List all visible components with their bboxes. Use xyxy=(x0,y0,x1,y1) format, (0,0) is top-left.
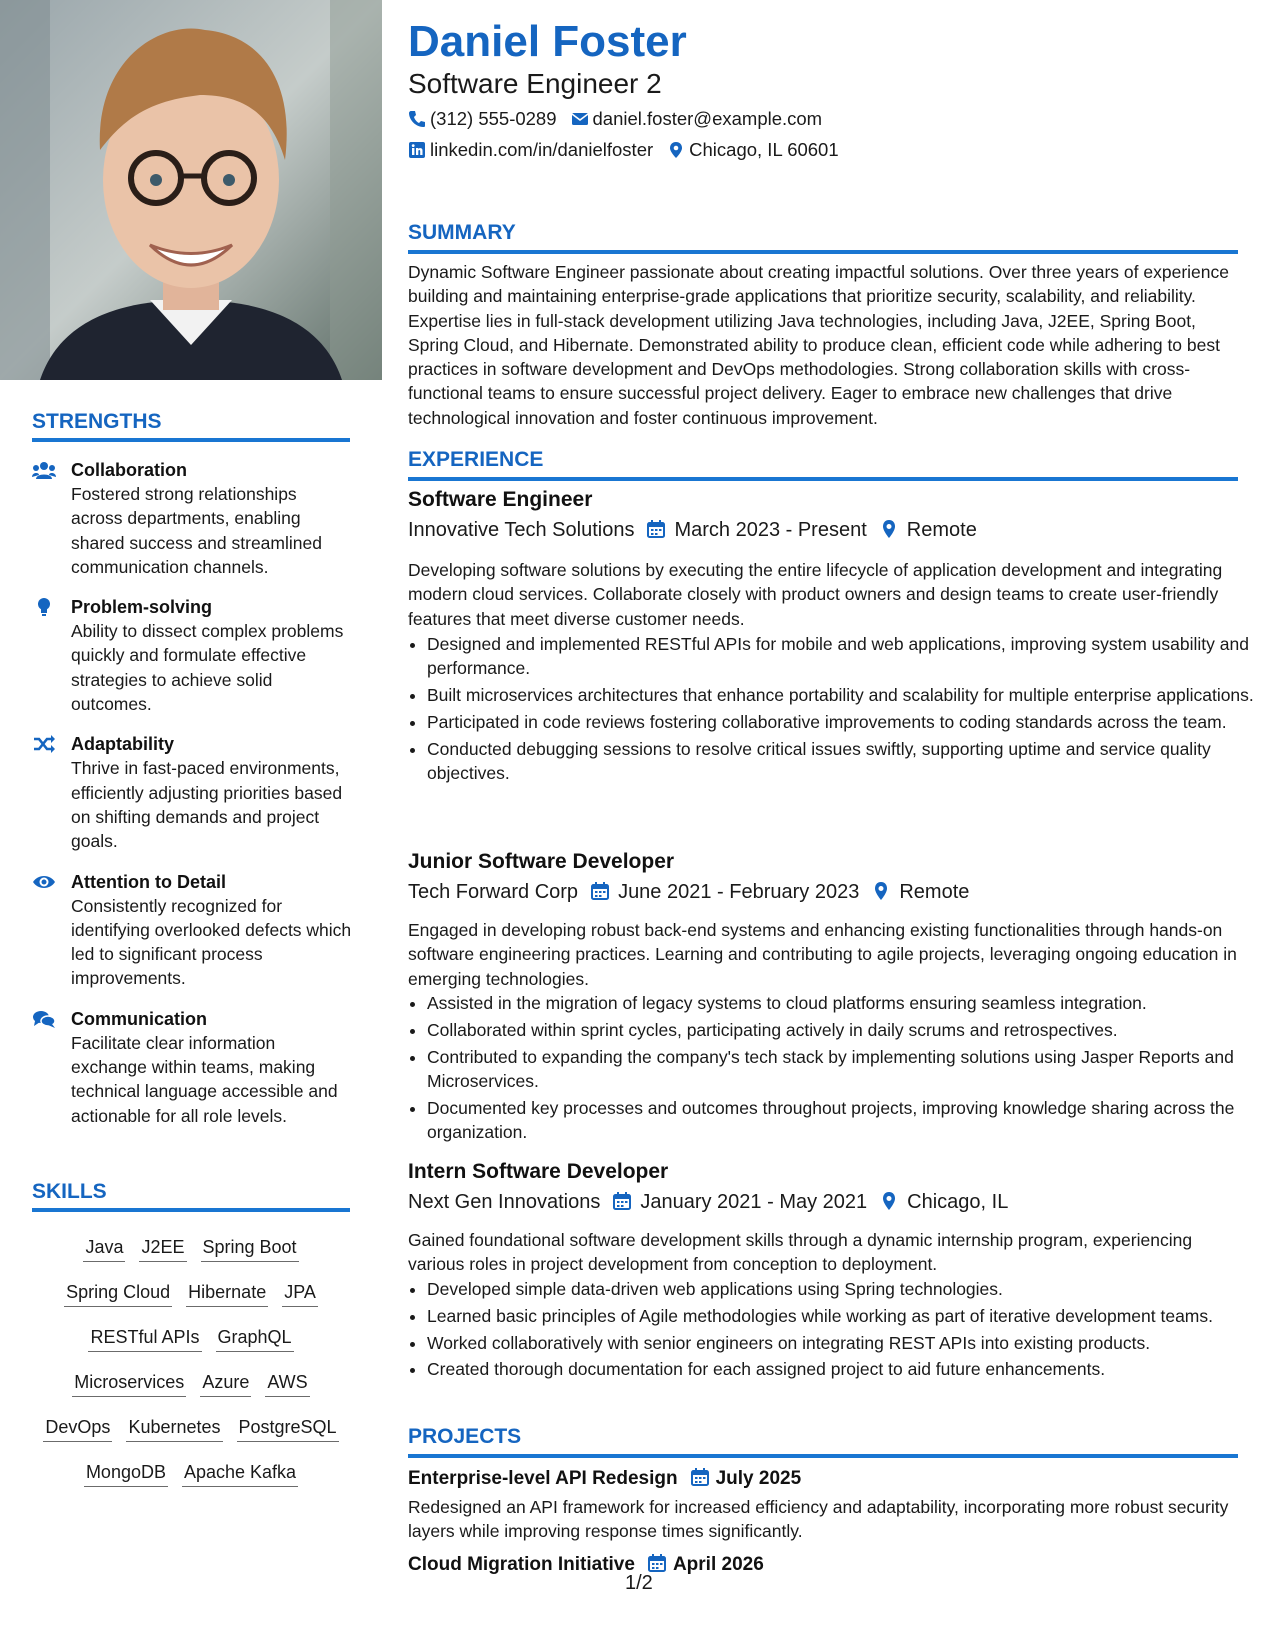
linkedin-icon xyxy=(408,141,426,159)
bullet-item: • Contributed to expanding the company's tech stack by implementing solutions using Jasper Reports and Microservices. xyxy=(427,1045,1259,1094)
sidebar xyxy=(0,0,382,1650)
skill-row xyxy=(32,1281,350,1326)
job-meta xyxy=(408,878,969,906)
job-location: Remote xyxy=(899,881,970,903)
strength-desc: Facilitate clear information exchange within teams, making technical language accessible and actionable for all role levels. xyxy=(71,1032,338,1126)
bullet-item: • Worked collaboratively with senior engineers on integrating REST APIs into existing products. xyxy=(427,1331,1259,1355)
skill-tag: PostgreSQL xyxy=(237,1416,339,1442)
skill-tag: AWS xyxy=(265,1371,309,1397)
experience-heading: EXPERIENCE xyxy=(408,447,1238,481)
skill-tag: DevOps xyxy=(43,1416,112,1442)
bullet-item: • Documented key processes and outcomes throughout projects, improving knowledge sharing across the organization. xyxy=(427,1096,1259,1145)
skill-tag: Spring Boot xyxy=(201,1236,299,1262)
phone-icon xyxy=(408,110,426,128)
profile-photo xyxy=(0,0,382,380)
bullet-item: • Participated in code reviews fostering collaborative improvements to coding standards across the team. xyxy=(427,710,1259,734)
linkedin-text: linkedin.com/in/danielfoster xyxy=(430,139,654,160)
job-description: Engaged in developing robust back-end systems and enhancing existing functionalities through hands-on software engineering practices. Learning and contributing to agile projects, leveraging ongoing education in emerging technologies. xyxy=(408,920,1237,989)
bullet-item: • Collaborated within sprint cycles, participating actively in daily scrums and retrospectives. xyxy=(427,1018,1259,1042)
strength-item xyxy=(32,458,352,579)
map-pin-icon xyxy=(871,881,891,901)
job-dates: January 2021 - May 2021 xyxy=(640,1191,868,1213)
map-pin-icon xyxy=(879,519,899,539)
skill-row xyxy=(32,1461,350,1506)
job-dates: March 2023 - Present xyxy=(674,519,867,541)
job-company: Innovative Tech Solutions xyxy=(408,519,635,541)
bullet-item: • Built microservices architectures that enhance portability and scalability for multiple enterprise applications. xyxy=(427,683,1259,707)
job-meta xyxy=(408,516,977,544)
skill-tag: Hibernate xyxy=(186,1281,268,1307)
job-description: Gained foundational software development skills through a dynamic internship program, experiencing various roles in project development from conception to deployment. xyxy=(408,1230,1193,1275)
job-title: Software Engineer xyxy=(408,488,593,511)
strength-title: Problem-solving xyxy=(71,597,213,618)
skill-tag: GraphQL xyxy=(216,1326,294,1352)
contact-row-2 xyxy=(408,138,839,162)
strength-title: Attention to Detail xyxy=(71,871,226,892)
page-number: 1/2 xyxy=(625,1572,653,1594)
users-icon xyxy=(32,460,56,480)
calendar-icon xyxy=(646,519,666,539)
job-description: Developing software solutions by executing the entire lifecycle of application development and integrating modern cloud services. Collaborate closely with product owners and design teams to create user-friendly features that meet diverse customer needs. xyxy=(408,560,1223,629)
strength-title: Communication xyxy=(71,1008,208,1029)
candidate-title: Software Engineer 2 xyxy=(408,68,662,99)
skills-heading: SKILLS xyxy=(32,1180,350,1212)
comments-icon xyxy=(32,1009,56,1029)
skill-tag: JPA xyxy=(282,1281,318,1307)
skill-row xyxy=(32,1236,350,1281)
location-text: Chicago, IL 60601 xyxy=(689,139,839,160)
skill-row xyxy=(32,1371,350,1416)
job-title: Intern Software Developer xyxy=(408,1160,669,1183)
job-company: Tech Forward Corp xyxy=(408,881,579,903)
skills-list xyxy=(32,1236,350,1506)
skill-tag: Kubernetes xyxy=(126,1416,222,1442)
strength-title: Adaptability xyxy=(71,734,175,755)
strength-item xyxy=(32,732,352,853)
projects-heading: PROJECTS xyxy=(408,1424,1238,1458)
skill-tag: Azure xyxy=(200,1371,251,1397)
strength-item xyxy=(32,870,352,991)
project-title-row xyxy=(408,1552,764,1578)
skill-tag: Java xyxy=(83,1236,125,1262)
skill-row xyxy=(32,1326,350,1371)
bullet-item: • Developed simple data-driven web applications using Spring technologies. xyxy=(427,1277,1259,1301)
bullet-item: • Assisted in the migration of legacy systems to cloud platforms ensuring seamless integration. xyxy=(427,991,1259,1015)
strengths-heading: STRENGTHS xyxy=(32,410,350,442)
job-company: Next Gen Innovations xyxy=(408,1191,601,1213)
summary-heading: SUMMARY xyxy=(408,220,1238,254)
candidate-name: Daniel Foster xyxy=(408,17,687,66)
job-location: Chicago, IL xyxy=(907,1191,1009,1213)
project-title: Cloud Migration Initiative xyxy=(408,1554,635,1575)
contact-row-1 xyxy=(408,107,822,131)
map-pin-icon xyxy=(667,141,685,159)
skill-row xyxy=(32,1416,350,1461)
skill-tag: Microservices xyxy=(72,1371,186,1397)
summary-text: Dynamic Software Engineer passionate about creating impactful solutions. Over three years of experience building and maintaining enterprise-grade applications that prioritize security, scalability, and reliability. Expertise lies in full-stack development utilizing Java technologies, including Java, J2EE, Spring Boot, Spring Cloud, and Hibernate. Demonstrated ability to produce clean, efficient code while adhering to best practices in software development and DevOps methodologies. Strong collaboration skills with cross-functional teams to ensure successful project delivery. Eager to embrace new challenges that drive technological innovation and foster continuous improvement. xyxy=(408,262,1229,428)
skill-tag: Apache Kafka xyxy=(182,1461,298,1487)
strength-item xyxy=(32,1007,352,1128)
calendar-icon xyxy=(590,881,610,901)
job-bullets xyxy=(408,991,1259,1147)
job-meta xyxy=(408,1188,1008,1216)
skill-tag: MongoDB xyxy=(84,1461,168,1487)
calendar-icon xyxy=(690,1467,710,1487)
strength-desc: Consistently recognized for identifying overlooked defects which led to significant process improvements. xyxy=(71,895,352,989)
bullet-item: • Created thorough documentation for each assigned project to aid future enhancements. xyxy=(427,1357,1259,1381)
skill-tag: RESTful APIs xyxy=(88,1326,201,1352)
shuffle-icon xyxy=(32,734,56,754)
bullet-item: • Designed and implemented RESTful APIs for mobile and web applications, improving system usability and performance. xyxy=(427,632,1259,681)
strength-title: Collaboration xyxy=(71,460,187,480)
strength-desc: Ability to dissect complex problems quickly and formulate effective strategies to achieve solid outcomes. xyxy=(71,621,344,715)
job-bullets xyxy=(408,1277,1259,1384)
project-date: July 2025 xyxy=(715,1468,802,1489)
calendar-icon xyxy=(612,1191,632,1211)
job-dates: June 2021 - February 2023 xyxy=(618,881,860,903)
project-title: Enterprise-level API Redesign xyxy=(408,1468,678,1489)
strength-desc: Thrive in fast-paced environments, efficiently adjusting priorities based on shifting demands and project goals. xyxy=(71,758,343,852)
job-bullets xyxy=(408,632,1259,788)
project-date: April 2026 xyxy=(672,1554,764,1575)
job-location: Remote xyxy=(906,519,977,541)
strength-item xyxy=(32,595,352,716)
envelope-icon xyxy=(571,110,589,128)
skill-tag: J2EE xyxy=(139,1236,186,1262)
strength-desc: Fostered strong relationships across departments, enabling shared success and streamlined communication channels. xyxy=(71,484,322,577)
map-pin-icon xyxy=(879,1191,899,1211)
strengths-list xyxy=(32,458,352,1144)
project-description: Redesigned an API framework for increased efficiency and adaptability, incorporating more robust security layers while improving response times significantly. xyxy=(408,1497,1229,1542)
bullet-item: • Learned basic principles of Agile methodologies while working as part of iterative development teams. xyxy=(427,1304,1259,1328)
eye-icon xyxy=(32,872,56,892)
job-title: Junior Software Developer xyxy=(408,850,675,873)
phone-text: (312) 555-0289 xyxy=(430,108,557,129)
skill-tag: Spring Cloud xyxy=(64,1281,172,1307)
project-title-row xyxy=(408,1466,801,1492)
lightbulb-icon xyxy=(32,597,56,617)
calendar-icon xyxy=(647,1553,667,1573)
bullet-item: • Conducted debugging sessions to resolve critical issues swiftly, supporting uptime and service quality objectives. xyxy=(427,737,1259,786)
email-text: daniel.foster@example.com xyxy=(592,108,823,129)
